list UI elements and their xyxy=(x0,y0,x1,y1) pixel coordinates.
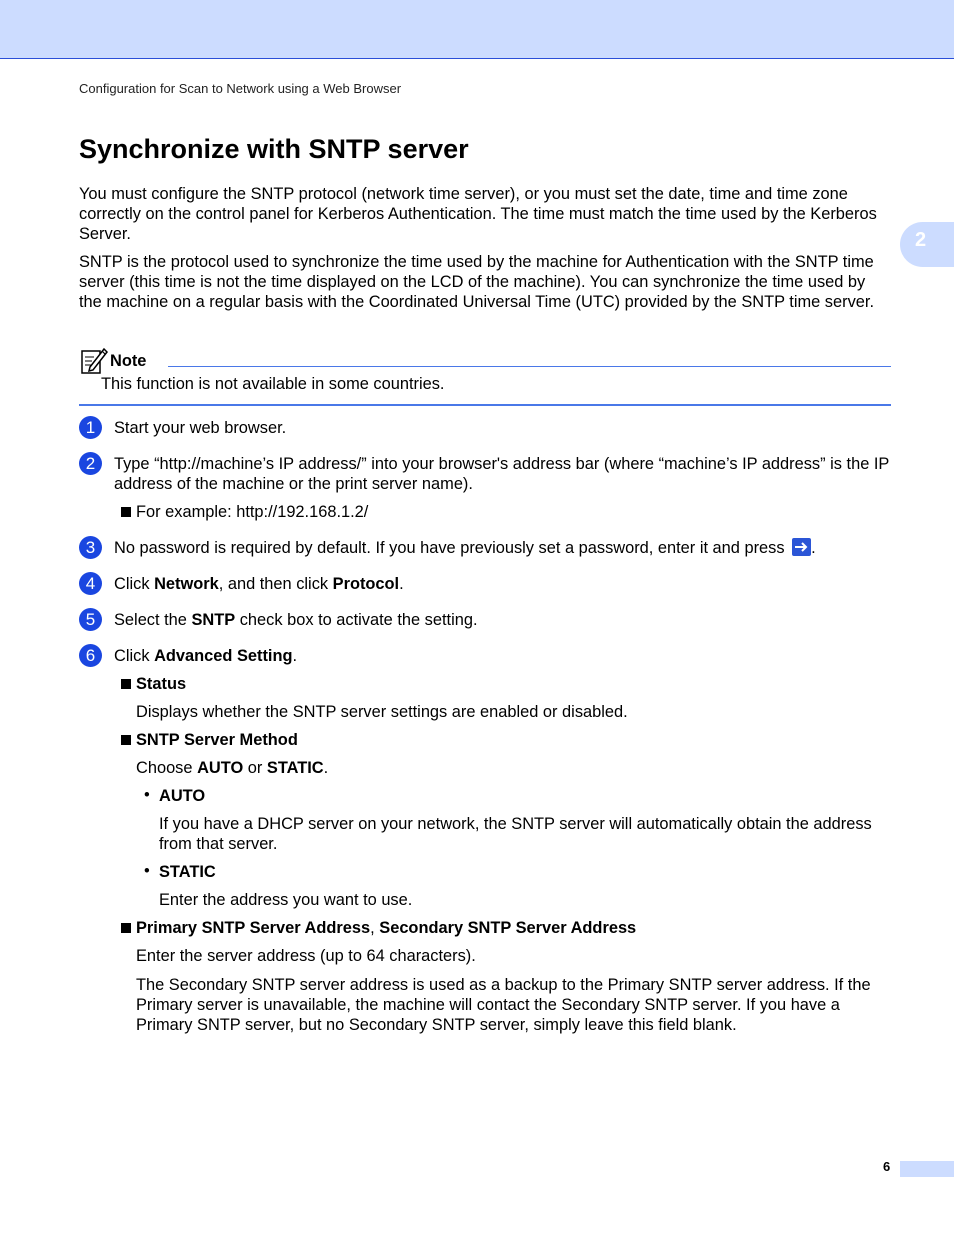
step-6-pre: Click xyxy=(114,647,155,665)
running-header: Configuration for Scan to Network using a Web Browser xyxy=(79,81,402,96)
square-bullet xyxy=(121,735,131,745)
step-4-mid: , and then click xyxy=(218,575,333,593)
choose-or: or xyxy=(243,759,267,777)
server-method-heading: SNTP Server Method xyxy=(136,731,298,749)
dot-bullet: • xyxy=(144,786,150,804)
step-6-post: . xyxy=(292,647,298,665)
step-6-badge: 6 xyxy=(79,644,102,667)
static-description: Enter the address you want to use. xyxy=(159,891,413,909)
header-band xyxy=(0,0,954,59)
advanced-setting-label: Advanced Setting xyxy=(154,647,293,665)
address-heading xyxy=(136,918,636,938)
step-3-suffix: . xyxy=(811,539,816,557)
step-4-badge: 4 xyxy=(79,572,102,595)
note-text: This function is not available in some countries. xyxy=(101,375,445,393)
chapter-tab xyxy=(900,222,954,267)
secondary-address-label: Secondary SNTP Server Address xyxy=(379,919,637,937)
sntp-label: SNTP xyxy=(191,611,236,629)
note-label: Note xyxy=(110,352,147,370)
step-2-badge: 2 xyxy=(79,452,102,475)
square-bullet xyxy=(121,679,131,689)
step-6-text xyxy=(114,646,891,666)
network-label: Network xyxy=(154,575,219,593)
auto-heading: AUTO xyxy=(159,787,206,805)
note-rule-bottom xyxy=(79,404,891,406)
step-5-pre: Select the xyxy=(114,611,192,629)
step-2-text: Type “http://machine’s IP address/” into your browser's address bar (where “machine’s IP address” is the IP address of the machine or the print server name). xyxy=(114,455,890,494)
step-3-line xyxy=(114,538,891,558)
choose-pre: Choose xyxy=(136,759,198,777)
address-sep: , xyxy=(370,919,380,937)
choose-post: . xyxy=(323,759,329,777)
step-4-pre: Click xyxy=(114,575,155,593)
static-heading: STATIC xyxy=(159,863,216,881)
step-5-badge: 5 xyxy=(79,608,102,631)
step-2-example: For example: http://192.168.1.2/ xyxy=(136,503,369,521)
intro-paragraph-1: You must configure the SNTP protocol (network time server), or you must set the date, time and time zone correctly on the control panel for Kerberos Authentication. The time must match the time used by the Kerberos Server. xyxy=(79,185,877,244)
page-title: Synchronize with SNTP server xyxy=(79,134,469,164)
protocol-label: Protocol xyxy=(332,575,400,593)
step-1-text: Start your web browser. xyxy=(114,419,287,437)
step-4-post: . xyxy=(399,575,404,593)
server-method-choose xyxy=(136,758,328,778)
step-3-text: No password is required by default. If you have previously set a password, enter it and press xyxy=(114,539,785,557)
intro-paragraph-2: SNTP is the protocol used to synchronize the time used by the machine for Authentication with the SNTP time server (this time is not the time displayed on the LCD of the machine). You can synchronize the time used by the machine on a regular basis with the Coordinated Universal Time (UTC) provided by the SNTP time server. xyxy=(79,253,874,312)
footer-band xyxy=(900,1161,954,1177)
step-5-post: check box to activate the setting. xyxy=(235,611,478,629)
auto-inline: AUTO xyxy=(197,759,244,777)
note-pencil-icon xyxy=(80,345,108,375)
static-inline: STATIC xyxy=(266,759,324,777)
step-5-text xyxy=(114,610,891,630)
page-number: 6 xyxy=(883,1159,891,1174)
status-description: Displays whether the SNTP server settings are enabled or disabled. xyxy=(136,703,628,721)
arrow-right-icon xyxy=(792,538,811,556)
step-3-badge: 3 xyxy=(79,536,102,559)
square-bullet xyxy=(121,923,131,933)
primary-address-label: Primary SNTP Server Address xyxy=(136,919,371,937)
chapter-number: 2 xyxy=(915,229,927,251)
square-bullet xyxy=(121,507,131,517)
address-description-1: Enter the server address (up to 64 characters). xyxy=(136,947,476,965)
dot-bullet: • xyxy=(144,862,150,880)
step-1-badge: 1 xyxy=(79,416,102,439)
note-rule-top xyxy=(168,366,891,367)
step-4-text xyxy=(114,574,891,594)
auto-description: If you have a DHCP server on your network, the SNTP server will automatically obtain the address from that server. xyxy=(159,815,872,854)
status-heading: Status xyxy=(136,675,187,693)
address-description-2: The Secondary SNTP server address is used as a backup to the Primary SNTP server address. If the Primary server is unavailable, the machine will contact the Secondary SNTP server. If you have a Primary SNTP server, but no Secondary SNTP server, simply leave this field blank. xyxy=(136,976,871,1035)
